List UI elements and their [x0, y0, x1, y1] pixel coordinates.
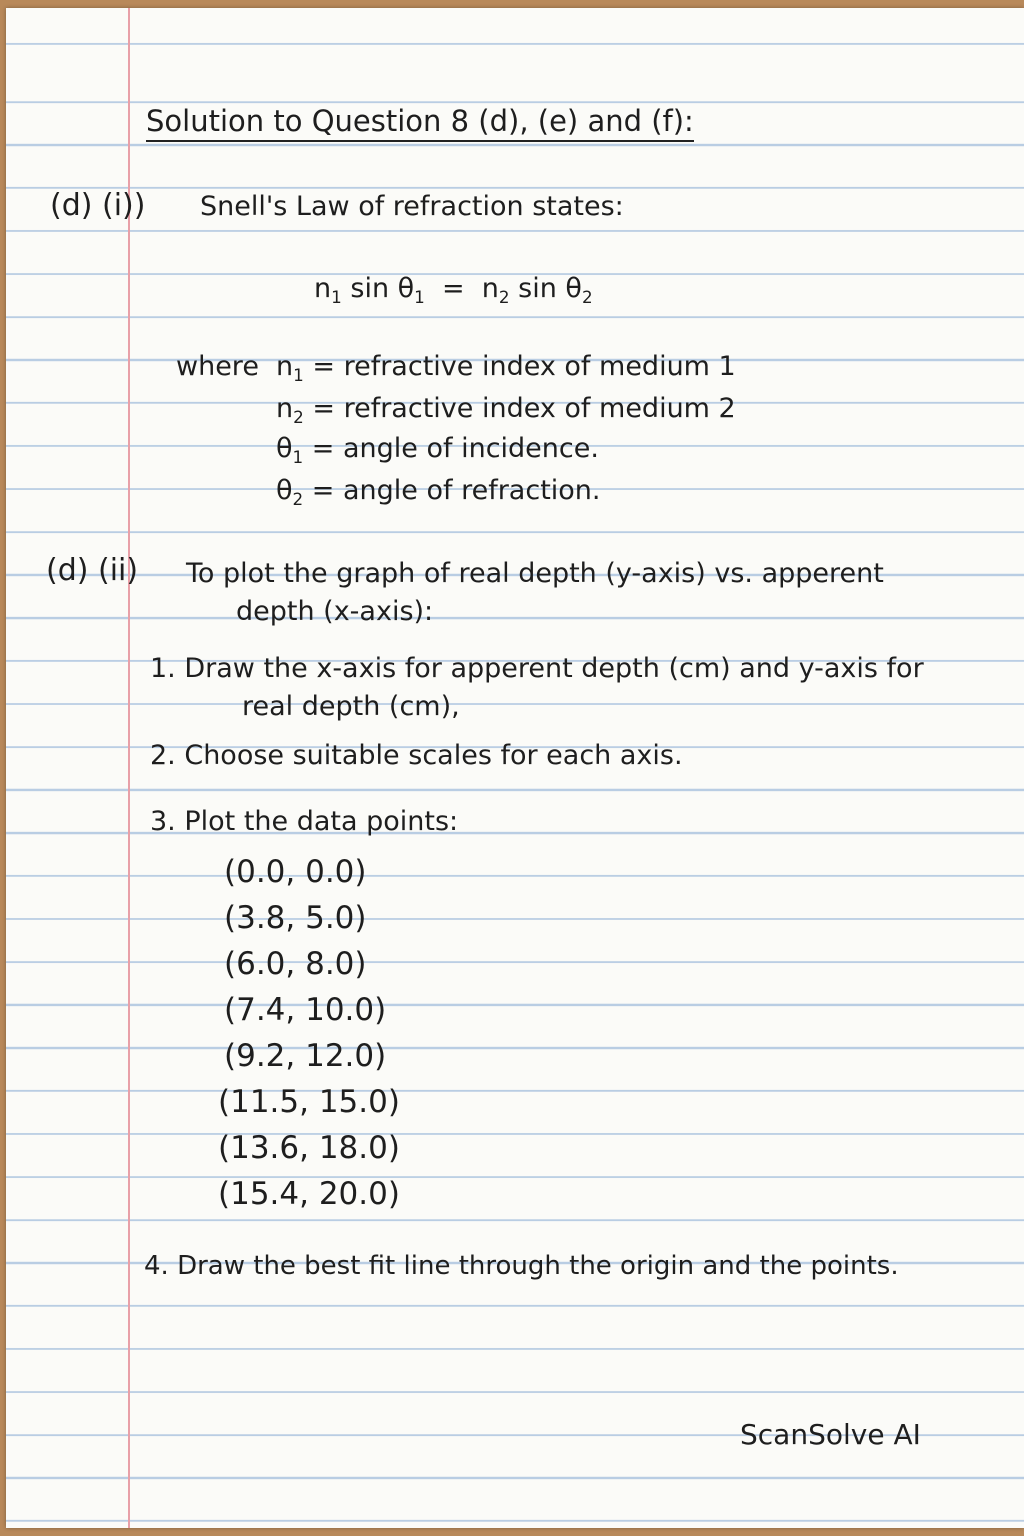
definition-n1: $n_1$ = refractive index of medium 1: [276, 351, 736, 385]
part-d-i-text: Snell's Law of refraction states:: [200, 191, 624, 222]
data-point: (15.4, 20.0): [218, 1176, 400, 1212]
data-point: (9.2, 12.0): [224, 1038, 387, 1074]
step-1: 1. Draw the x-axis for apperent depth (cm) and y-axis for: [150, 653, 924, 684]
notebook-paper: [6, 8, 1024, 1528]
step-2: 2. Choose suitable scales for each axis.: [150, 740, 683, 771]
data-point: (0.0, 0.0): [224, 854, 367, 890]
step-4: 4. Draw the best fit line through the origin and the points.: [144, 1251, 899, 1281]
page-title: Solution to Question 8 (d), (e) and (f):: [146, 104, 694, 142]
part-d-ii-line1: To plot the graph of real depth (y-axis) vs. apperent: [186, 558, 884, 589]
margin-line: [128, 8, 130, 1528]
data-point: (7.4, 10.0): [224, 992, 387, 1028]
data-point: (6.0, 8.0): [224, 946, 367, 982]
part-d-ii-label: (d) (ii): [46, 553, 139, 588]
step-1-continued: real depth (cm),: [242, 691, 460, 722]
part-d-i-label: (d) (i)): [50, 188, 146, 223]
step-3: 3. Plot the data points:: [150, 806, 459, 837]
signature: ScanSolve AI: [740, 1418, 921, 1451]
definition-n2: $n_2$ = refractive index of medium 2: [276, 393, 736, 427]
data-point: (11.5, 15.0): [218, 1084, 400, 1120]
snells-law-equation: $n_1$ $\sin \theta_1 = n_2$ $\sin \theta_2$: [314, 273, 593, 307]
data-point: (3.8, 5.0): [224, 900, 367, 936]
definition-theta1: $\theta_1$ = angle of incidence.: [276, 433, 599, 467]
definition-theta2: $\theta_2$ = angle of refraction.: [276, 475, 601, 509]
part-d-ii-line2: depth (x-axis):: [236, 596, 434, 627]
definition-where: where: [176, 351, 259, 382]
data-point: (13.6, 18.0): [218, 1130, 400, 1166]
